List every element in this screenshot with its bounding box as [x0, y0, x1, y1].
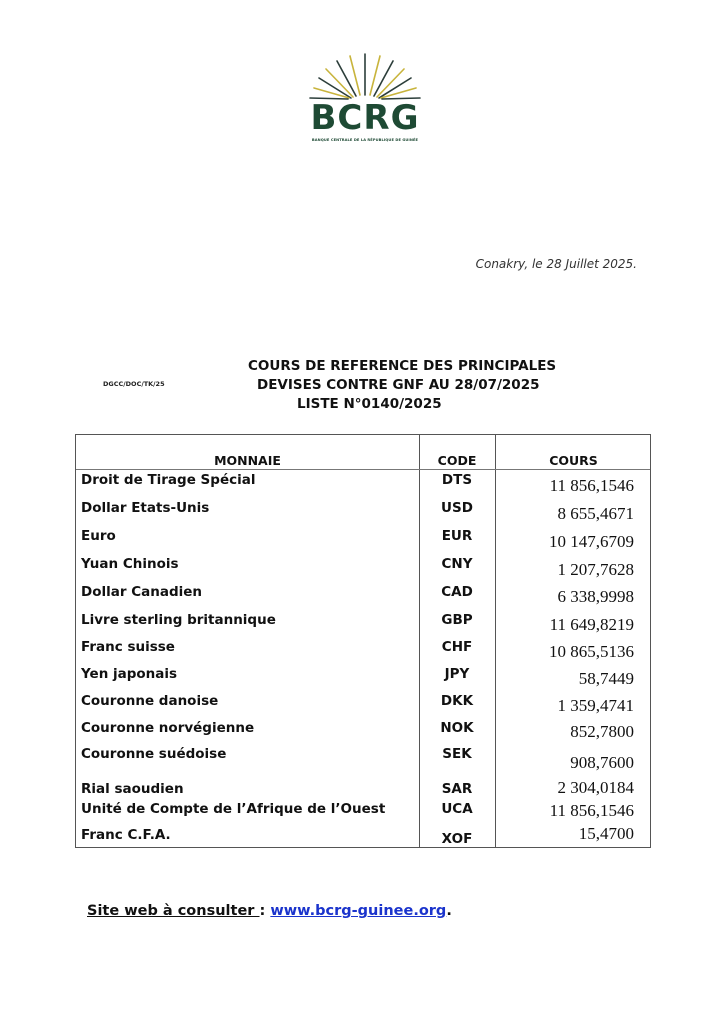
header-rate: COURS	[549, 453, 598, 468]
website-footer	[87, 903, 452, 919]
date-line: Conakry, le 28 Juillet 2025.	[475, 257, 637, 271]
table-row	[76, 693, 650, 713]
currency-name: Rial saoudien	[81, 781, 184, 797]
currency-code: XOF	[441, 831, 473, 847]
currency-name: Dollar Canadien	[81, 584, 202, 600]
header-code: CODE	[437, 453, 477, 468]
currency-rate: 1 207,7628	[557, 560, 634, 579]
logo-text: BCRG	[310, 98, 420, 138]
currency-name: Yen japonais	[81, 666, 178, 682]
currency-rate: 10 865,5136	[549, 642, 634, 661]
exchange-rate-table	[75, 434, 651, 848]
document-title-line-2: DEVISES CONTRE GNF AU 28/07/2025	[257, 377, 540, 393]
table-row	[76, 500, 650, 523]
table-row	[76, 746, 650, 772]
website-link[interactable]: www.bcrg-guinee.org	[270, 903, 447, 919]
currency-rate: 58,7449	[578, 669, 634, 688]
currency-name: Livre sterling britannique	[81, 612, 276, 628]
currency-name: Couronne suédoise	[81, 746, 227, 762]
currency-code: EUR	[441, 528, 473, 544]
website-separator: :	[259, 903, 271, 919]
currency-code: USD	[441, 500, 473, 516]
currency-code: UCA	[441, 801, 473, 817]
currency-code: SEK	[442, 746, 472, 762]
table-row	[76, 556, 650, 579]
table-row	[76, 778, 650, 801]
currency-rate: 908,7600	[570, 753, 634, 772]
table-row	[76, 612, 650, 632]
header-divider	[76, 469, 650, 470]
currency-rate: 1 359,4741	[557, 696, 634, 715]
document-title-line-3: LISTE N°0140/2025	[297, 396, 442, 412]
currency-name: Couronne danoise	[81, 693, 219, 709]
currency-rate: 11 649,8219	[549, 615, 634, 634]
currency-code: NOK	[440, 720, 474, 736]
currency-rate: 6 338,9998	[557, 587, 634, 606]
table-row	[76, 528, 650, 551]
logo-rays-icon	[300, 50, 430, 100]
currency-name: Droit de Tirage Spécial	[81, 472, 256, 488]
header-currency: MONNAIE	[214, 453, 281, 468]
website-label: Site web à consulter	[87, 903, 260, 919]
currency-code: CAD	[441, 584, 473, 600]
currency-rate: 10 147,6709	[549, 532, 634, 551]
currency-code: GBP	[441, 612, 473, 628]
table-row	[76, 472, 650, 495]
currency-rate: 15,4700	[578, 824, 634, 843]
currency-name: Unité de Compte de l’Afrique de l’Ouest	[81, 801, 386, 817]
currency-code: DTS	[441, 472, 473, 488]
currency-code: CHF	[441, 639, 473, 655]
currency-code: CNY	[441, 556, 473, 572]
table-row	[76, 824, 650, 847]
currency-rate: 2 304,0184	[557, 778, 634, 797]
currency-name: Franc suisse	[81, 639, 175, 655]
currency-name: Couronne norvégienne	[81, 720, 255, 736]
currency-rate: 852,7800	[570, 722, 634, 741]
currency-rate: 11 856,1546	[549, 476, 634, 495]
currency-code: DKK	[440, 693, 474, 709]
currency-code: JPY	[444, 666, 470, 682]
reference-code: DGCC/DOC/TK/25	[103, 380, 165, 388]
logo-subtitle: BANQUE CENTRALE DE LA RÉPUBLIQUE DE GUINÉE	[311, 138, 419, 142]
table-row	[76, 720, 650, 740]
currency-name: Yuan Chinois	[81, 556, 179, 572]
table-row	[76, 666, 650, 686]
currency-name: Dollar Etats-Unis	[81, 500, 210, 516]
document-title-line-1: COURS DE REFERENCE DES PRINCIPALES	[248, 358, 557, 374]
currency-code: SAR	[441, 781, 473, 797]
table-row	[76, 584, 650, 604]
bcrg-logo	[300, 50, 430, 155]
currency-name: Euro	[81, 528, 116, 544]
currency-name: Franc C.F.A.	[81, 827, 171, 843]
table-row	[76, 801, 650, 821]
table-row	[76, 639, 650, 659]
currency-rate: 8 655,4671	[557, 504, 634, 523]
currency-rate: 11 856,1546	[549, 801, 634, 820]
website-end: .	[446, 903, 452, 919]
